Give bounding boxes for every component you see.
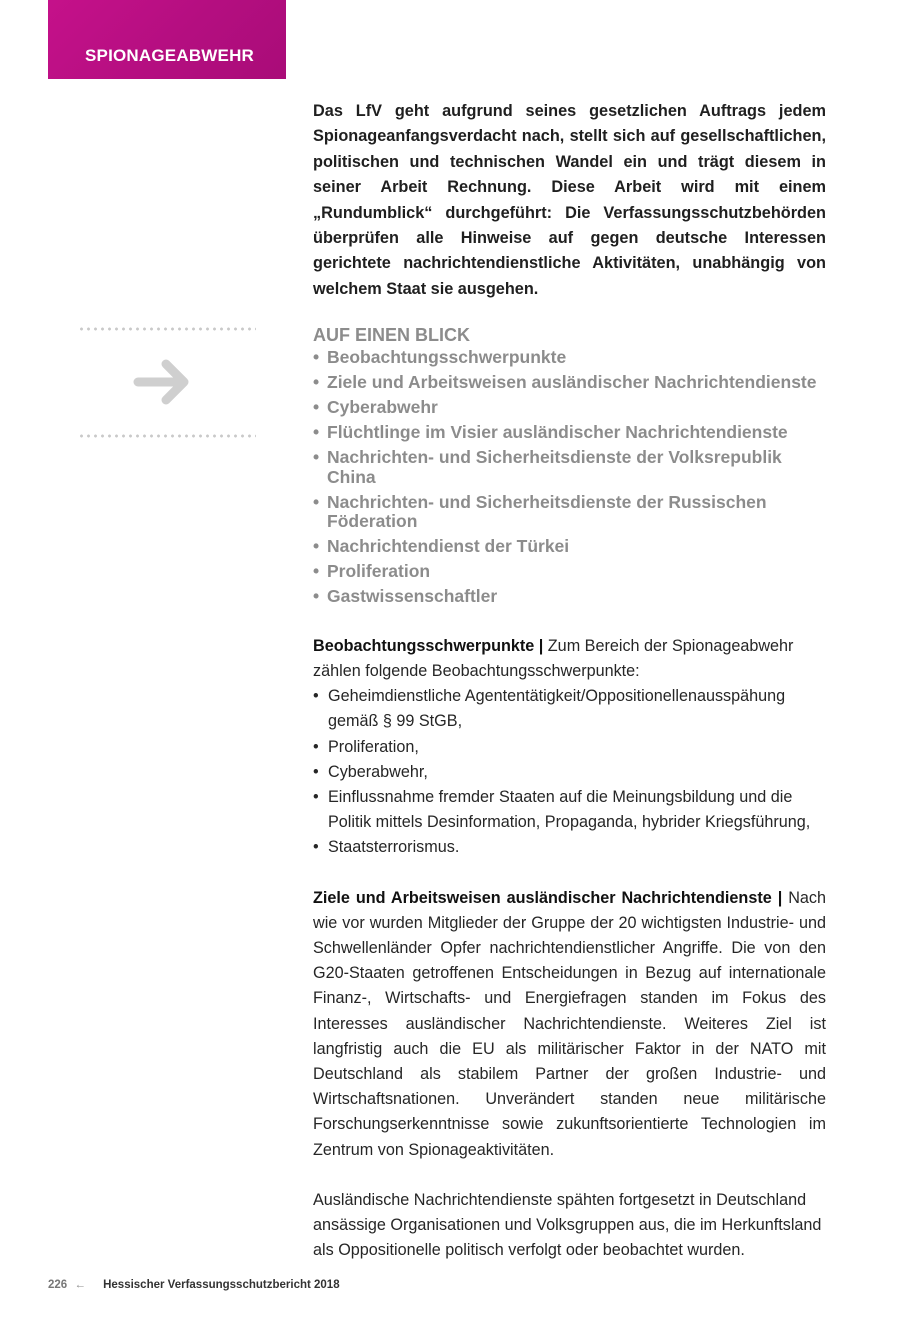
list-item: • Cyberabwehr,	[313, 760, 826, 785]
dotted-divider-top	[78, 327, 256, 331]
list-item: • Staatsterrorismus.	[313, 835, 826, 860]
glance-item[interactable]: • Gastwissenschaftler	[313, 587, 826, 607]
section1-intro	[313, 634, 826, 684]
at-a-glance-list	[313, 348, 826, 607]
page-number: 226	[48, 1279, 68, 1291]
section-label: SPIONAGEABWEHR	[85, 46, 255, 65]
section2-text: Nach wie vor wurden Mitglieder der Gruppe der 20 wichtigsten Industrie- und Schwellenländer Opfer nachrichtendienstlicher Angriffe. Die von den G20-Staaten getroffenen Entscheidungen in Bezug auf internationale Finanz-, Wirtschafts- und Energiefragen standen im Fokus des Interesses ausländischer Nachrichtendienste. Weiteres Ziel ist langfristig auch die EU als militärischer Faktor in der NATO mit Deutschland als stabilem Partner der großen Industrie- und Wirtschaftsnationen. Unverändert standen neue militärische Forschungserkenntnisse sowie zukunftsorientierte Technologien im Zentrum von Spionageaktivitäten.	[313, 888, 826, 1159]
intro-paragraph: Das LfV geht aufgrund seines gesetzlichen Auftrags jedem Spionageanfangsverdacht nach, stellt sich auf gesellschaftlichen, politischen und technischen Wandel ein und trägt diesem in seiner Arbeit Rechnung. Diese Arbeit wird mit einem „Rundumblick“ durchgeführt: Die Verfassungsschutzbehörden überprüfen alle Hinweise auf gegen deutsche Interessen gerichtete nachrichtendienstliche Aktivitäten, unabhängig von welchem Staat sie ausgehen.	[313, 102, 826, 298]
glance-item[interactable]: • Nachrichtendienst der Türkei	[313, 537, 826, 557]
list-item: • Geheimdienstliche Agententätigkeit/Oppositionellenausspähung gemäß § 99 StGB,	[313, 684, 826, 734]
section3-paragraph: Ausländische Nachrichtendienste spähten fortgesetzt in Deutschland ansässige Organisationen und Volksgruppen aus, die im Herkunftsland als Oppositionelle politisch verfolgt oder beobachtet wurden.	[313, 1190, 822, 1260]
glance-item[interactable]: • Nachrichten- und Sicherheitsdienste der Volksrepublik China	[313, 448, 826, 487]
glance-item[interactable]: • Cyberabwehr	[313, 398, 826, 418]
back-arrow-icon[interactable]: ←	[74, 1279, 86, 1291]
glance-item[interactable]: • Proliferation	[313, 562, 826, 582]
publication-title: Hessischer Verfassungsschutzbericht 2018	[103, 1279, 340, 1291]
glance-item[interactable]: • Beobachtungsschwerpunkte	[313, 348, 826, 368]
glance-item[interactable]: • Nachrichten- und Sicherheitsdienste der Russischen Föderation	[313, 493, 826, 532]
observation-list	[313, 684, 826, 860]
at-a-glance-box	[313, 324, 826, 607]
main-content	[313, 99, 826, 1263]
section2-lead: Ziele und Arbeitsweisen ausländischer Nachrichtendienste |	[313, 888, 783, 907]
glance-item[interactable]: • Ziele und Arbeitsweisen ausländischer Nachrichtendienste	[313, 373, 826, 393]
section-observation-focus	[313, 634, 826, 1264]
at-a-glance-title: AUF EINEN BLICK	[313, 325, 470, 346]
arrow-right-icon	[132, 358, 194, 411]
sidebar-marker	[78, 320, 256, 445]
page-footer	[48, 1279, 340, 1291]
section-tab	[48, 0, 286, 79]
section1-lead: Beobachtungsschwerpunkte |	[313, 636, 544, 655]
dotted-divider-bottom	[78, 434, 256, 438]
section1-text: Zum Bereich der Spionageabwehr zählen folgende Beobachtungsschwerpunkte:	[313, 636, 794, 680]
section2-paragraph	[313, 886, 826, 1163]
glance-item[interactable]: • Flüchtlinge im Visier ausländischer Nachrichtendienste	[313, 423, 826, 443]
list-item: • Proliferation,	[313, 735, 826, 760]
list-item: • Einflussnahme fremder Staaten auf die Meinungsbildung und die Politik mittels Desinformation, Propaganda, hybrider Kriegsführung,	[313, 785, 826, 835]
